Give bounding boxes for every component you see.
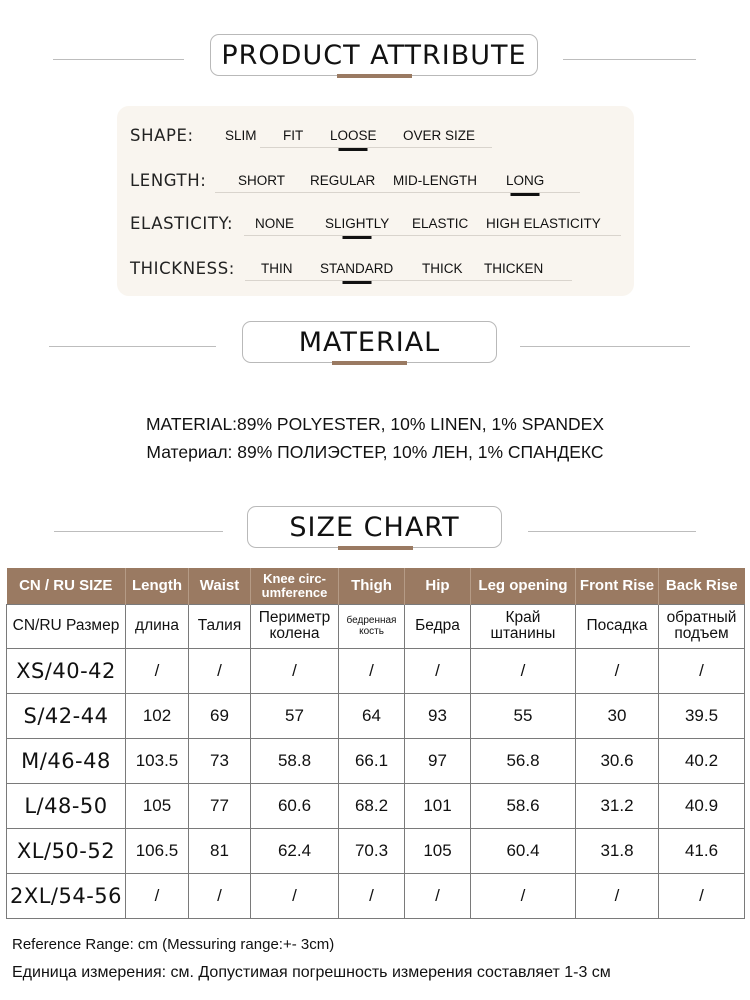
attribute-option-selected: LOOSE <box>330 128 377 143</box>
measurement-cell: 60.4 <box>471 828 576 873</box>
measurement-cell: 58.8 <box>251 738 339 783</box>
divider-left <box>53 59 184 60</box>
column-header: Knee circ- umference <box>251 568 339 604</box>
size-label-cell: M/46-48 <box>7 738 126 783</box>
table-row <box>7 648 745 693</box>
divider-right <box>520 346 690 347</box>
column-header-ru: длина <box>126 604 189 648</box>
measurement-cell: 58.6 <box>471 783 576 828</box>
attribute-label: ELASTICITY: <box>130 214 234 233</box>
measurement-cell: 81 <box>189 828 251 873</box>
measurement-cell: 39.5 <box>659 693 745 738</box>
attribute-label: LENGTH: <box>130 171 207 190</box>
measurement-cell: 55 <box>471 693 576 738</box>
size-label-cell: XS/40-42 <box>7 648 126 693</box>
size-label-cell: L/48-50 <box>7 783 126 828</box>
attribute-option: ELASTIC <box>412 216 469 231</box>
measurement-cell: 69 <box>189 693 251 738</box>
table-header-row-ru <box>7 604 745 648</box>
divider-left <box>54 531 223 532</box>
table-row <box>7 693 745 738</box>
measurement-cell: 62.4 <box>251 828 339 873</box>
reference-range-note-ru: Единица измерения: см. Допустимая погрешность измерения составляет 1-3 см <box>12 964 611 981</box>
attribute-row-length <box>130 163 630 193</box>
attribute-option-selected: SLIGHTLY <box>325 216 390 231</box>
measurement-cell: / <box>251 873 339 918</box>
column-header: Hip <box>405 568 471 604</box>
column-header-ru: обратный подъем <box>659 604 745 648</box>
measurement-cell: 57 <box>251 693 339 738</box>
measurement-cell: / <box>405 873 471 918</box>
attribute-label: SHAPE: <box>130 126 194 145</box>
section-header-material <box>0 321 750 371</box>
table-row <box>7 738 745 783</box>
measurement-cell: 30.6 <box>576 738 659 783</box>
attribute-option: NONE <box>255 216 295 231</box>
measurement-cell: 31.2 <box>576 783 659 828</box>
divider-right <box>528 531 696 532</box>
column-header-ru: Посадка <box>576 604 659 648</box>
measurement-cell: 105 <box>405 828 471 873</box>
material-composition-ru: Материал: 89% ПОЛИЭСТЕР, 10% ЛЕН, 1% СПАНДЕКС <box>146 442 604 462</box>
measurement-cell: 101 <box>405 783 471 828</box>
section-title-product-attribute: PRODUCT ATTRIBUTE <box>210 34 538 76</box>
column-header-ru: бедренная кость <box>339 604 405 648</box>
size-chart-table <box>6 568 745 919</box>
column-header: Waist <box>189 568 251 604</box>
measurement-cell: / <box>405 648 471 693</box>
measurement-cell: / <box>189 648 251 693</box>
measurement-cell: / <box>126 648 189 693</box>
title-accent-bar <box>337 74 412 78</box>
measurement-cell: 41.6 <box>659 828 745 873</box>
measurement-cell: 56.8 <box>471 738 576 783</box>
column-header-ru: CN/RU Размер <box>7 604 126 648</box>
column-header: Leg opening <box>471 568 576 604</box>
measurement-cell: / <box>339 648 405 693</box>
attribute-underline <box>245 280 572 281</box>
column-header-ru: Бедра <box>405 604 471 648</box>
divider-left <box>49 346 216 347</box>
column-header: Thigh <box>339 568 405 604</box>
column-header: Length <box>126 568 189 604</box>
section-header-product-attribute <box>0 34 750 84</box>
table-header-row-en <box>7 568 745 604</box>
measurement-cell: 97 <box>405 738 471 783</box>
attribute-option: SHORT <box>238 173 286 188</box>
measurement-cell: / <box>471 648 576 693</box>
measurement-cell: 106.5 <box>126 828 189 873</box>
measurement-cell: / <box>576 873 659 918</box>
size-label-cell: S/42-44 <box>7 693 126 738</box>
measurement-cell: 31.8 <box>576 828 659 873</box>
measurement-cell: 30 <box>576 693 659 738</box>
attribute-option: MID-LENGTH <box>393 173 477 188</box>
column-header: Back Rise <box>659 568 745 604</box>
column-header: Front Rise <box>576 568 659 604</box>
column-header-ru: Периметр колена <box>251 604 339 648</box>
table-row <box>7 873 745 918</box>
column-header-ru: Талия <box>189 604 251 648</box>
measurement-cell: / <box>251 648 339 693</box>
measurement-cell: 70.3 <box>339 828 405 873</box>
section-header-size-chart <box>0 506 750 556</box>
measurement-cell: / <box>659 873 745 918</box>
measurement-cell: / <box>576 648 659 693</box>
attribute-option: THICK <box>422 261 463 276</box>
table-row <box>7 828 745 873</box>
measurement-cell: / <box>339 873 405 918</box>
measurement-cell: 93 <box>405 693 471 738</box>
attribute-option: FIT <box>283 128 304 143</box>
attribute-underline <box>244 235 621 236</box>
section-title-size-chart: SIZE CHART <box>247 506 502 548</box>
measurement-cell: 68.2 <box>339 783 405 828</box>
size-label-cell: 2XL/54-56 <box>7 873 126 918</box>
attribute-row-thickness <box>130 251 630 281</box>
attribute-option: THIN <box>261 261 293 276</box>
size-label-cell: XL/50-52 <box>7 828 126 873</box>
attribute-option-selected: STANDARD <box>320 261 394 276</box>
measurement-cell: / <box>471 873 576 918</box>
measurement-cell: 102 <box>126 693 189 738</box>
measurement-cell: / <box>189 873 251 918</box>
attribute-option: REGULAR <box>310 173 376 188</box>
measurement-cell: 73 <box>189 738 251 783</box>
measurement-cell: 77 <box>189 783 251 828</box>
title-accent-bar <box>332 361 407 365</box>
measurement-cell: 103.5 <box>126 738 189 783</box>
attribute-option: OVER SIZE <box>403 128 476 143</box>
table-row <box>7 783 745 828</box>
attribute-row-elasticity <box>130 206 630 236</box>
measurement-cell: 40.9 <box>659 783 745 828</box>
measurement-cell: 64 <box>339 693 405 738</box>
reference-range-note-en: Reference Range: cm (Messuring range:+- 3cm) <box>12 936 335 953</box>
attribute-option: HIGH ELASTICITY <box>486 216 601 231</box>
measurement-cell: 66.1 <box>339 738 405 783</box>
attribute-row-shape <box>130 118 630 148</box>
attribute-option: SLIM <box>225 128 257 143</box>
divider-right <box>563 59 696 60</box>
section-title-material: MATERIAL <box>242 321 497 363</box>
column-header: CN / RU SIZE <box>7 568 126 604</box>
attribute-option: THICKEN <box>484 261 544 276</box>
attribute-label: THICKNESS: <box>130 259 235 278</box>
measurement-cell: 60.6 <box>251 783 339 828</box>
product-attribute-panel <box>117 106 634 296</box>
measurement-cell: / <box>126 873 189 918</box>
material-composition-en: MATERIAL:89% POLYESTER, 10% LINEN, 1% SPANDEX <box>145 414 605 434</box>
measurement-cell: 105 <box>126 783 189 828</box>
column-header-ru: Край штанины <box>471 604 576 648</box>
attribute-option-selected: LONG <box>506 173 545 188</box>
measurement-cell: / <box>659 648 745 693</box>
title-accent-bar <box>338 546 413 550</box>
attribute-underline <box>260 147 492 148</box>
measurement-cell: 40.2 <box>659 738 745 783</box>
